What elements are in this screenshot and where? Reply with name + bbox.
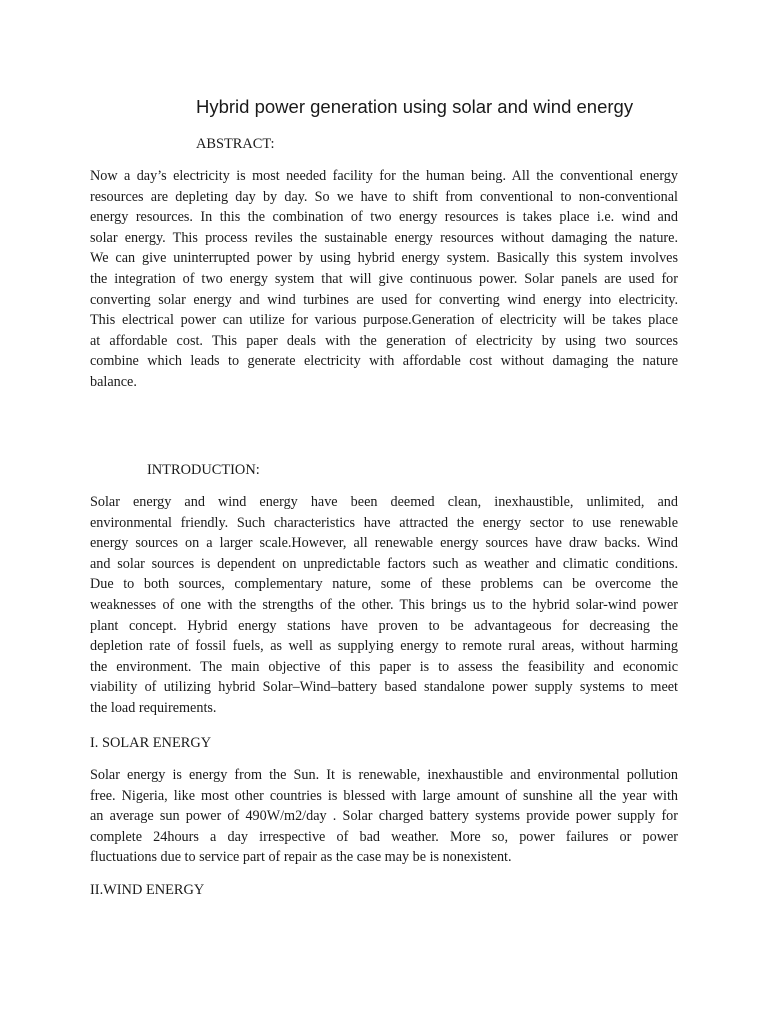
solar-energy-line: Solar energy is energy from the Sun. It is renewable, inexhaustible and environmental pollution <box>90 767 678 783</box>
introduction-line: the load requirements. <box>90 699 217 716</box>
introduction-line: Due to both sources, complementary nature, some of these problems can be overcome the <box>90 576 678 593</box>
abstract-line: Now a day’s electricity is most needed facility for the human being. All the conventional energy <box>90 168 678 184</box>
solar-energy-line: fluctuations due to service part of repair as the case may be is nonexistent. <box>90 849 512 866</box>
introduction-line: environmental friendly. Such characteristics have attracted the energy sector to use renewable <box>90 514 678 531</box>
introduction-line: viability of utilizing hybrid Solar–Wind–battery based standalone power supply systems to meet <box>90 679 678 696</box>
introduction-paragraph <box>90 492 678 719</box>
abstract-line: the integration of two energy system that will give continuous power. Solar panels are used for <box>90 270 678 287</box>
introduction-line: Solar energy and wind energy have been deemed clean, inexhaustible, unlimited, and <box>90 494 678 510</box>
abstract-line: energy resources. In this the combination of two energy resources is takes place i.e. wind and <box>90 209 678 226</box>
introduction-line: and solar sources is dependent on unpredictable factors such as weather and climatic conditions. <box>90 555 678 572</box>
abstract-line: We can give uninterrupted power by using hybrid energy system. Basically this system involves <box>90 250 678 267</box>
introduction-heading: INTRODUCTION: <box>147 462 260 478</box>
introduction-line: weaknesses of one with the strengths of the other. This brings us to the hybrid solar-wind power <box>90 596 678 613</box>
abstract-paragraph <box>90 166 678 393</box>
introduction-line: the environment. The main objective of this paper is to assess the feasibility and economic <box>90 658 678 675</box>
wind-energy-heading: II.WIND ENERGY <box>90 882 205 898</box>
solar-energy-line: complete 24hours a day irrespective of bad weather. More so, power failures or power <box>90 828 678 845</box>
abstract-line: combine which leads to generate electricity with affordable cost without damaging the nature <box>90 353 678 370</box>
introduction-line: plant concept. Hybrid energy stations have proven to be advantageous for decreasing the <box>90 617 678 634</box>
solar-energy-heading: I. SOLAR ENERGY <box>90 735 212 751</box>
abstract-line: solar energy. This process reviles the sustainable energy resources without damaging the nature. <box>90 229 678 246</box>
introduction-line: depletion rate of fossil fuels, as well as supplying energy to remote rural areas, without harming <box>90 638 678 655</box>
solar-energy-paragraph <box>90 765 678 868</box>
abstract-line: at affordable cost. This paper deals with the generation of electricity by using two sources <box>90 332 678 349</box>
abstract-line: resources are depleting day by day. So we have to shift from conventional to non-conventional <box>90 188 678 205</box>
abstract-heading: ABSTRACT: <box>196 136 275 152</box>
solar-energy-line: an average sun power of 490W/m2/day . Solar charged battery systems provide power supply for <box>90 808 678 825</box>
abstract-line: balance. <box>90 373 137 390</box>
introduction-line: energy sources on a larger scale.However, all renewable energy sources have draw backs. Wind <box>90 535 678 552</box>
document-title: Hybrid power generation using solar and wind energy <box>196 96 634 117</box>
abstract-line: converting solar energy and wind turbines are used for converting wind energy into electricity. <box>90 291 678 308</box>
abstract-line: This electrical power can utilize for various purpose.Generation of electricity will be takes place <box>90 312 678 329</box>
solar-energy-line: free. Nigeria, like most other countries is blessed with large amount of sunshine all the year with <box>90 787 678 804</box>
